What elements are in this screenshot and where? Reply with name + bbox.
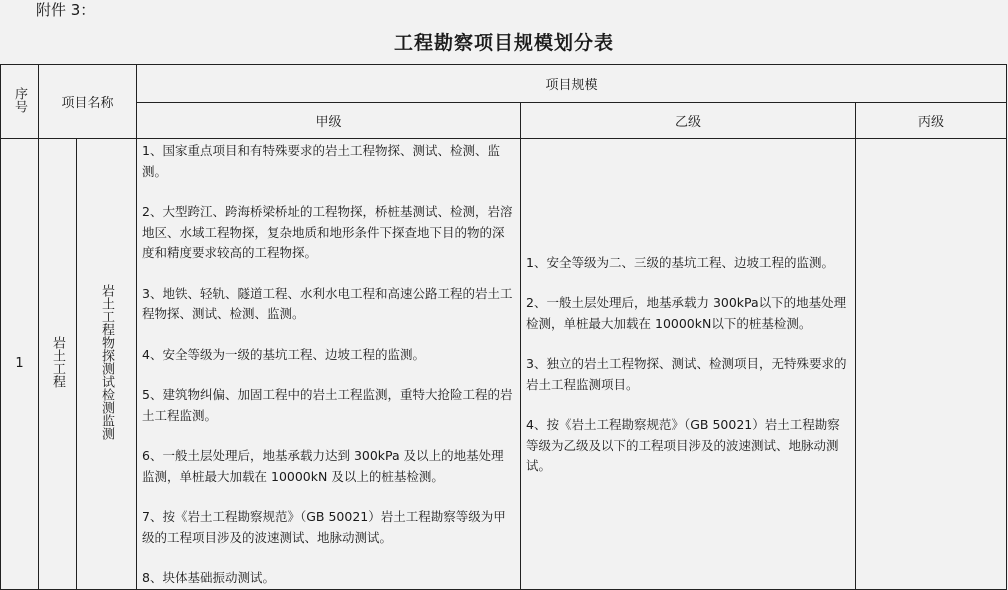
cell-grade-b [521, 139, 856, 590]
header-grade-a [137, 103, 521, 139]
header-scale [137, 65, 1007, 103]
cell-grade-c [856, 139, 1007, 590]
cell-subcategory [77, 139, 137, 590]
header-seq [1, 65, 39, 139]
table-row [1, 139, 1007, 590]
list-item: 6、一般土层处理后，地基承载力达到 300kPa 及以上的地基处理监测，单桩最大加载在 10000kN 及以上的桩基检测。 [142, 448, 504, 484]
row-category: 岩土工程 [50, 335, 65, 388]
list-item: 7、按《岩土工程勘察规范》（GB 50021）岩土工程勘察等级为甲级的工程项目涉及的波速测试、地脉动测试。 [142, 509, 506, 545]
cell-seq [1, 139, 39, 590]
grade-b-list [521, 251, 855, 477]
header-grade-b-label: 乙级 [675, 115, 702, 130]
cell-grade-a [137, 139, 521, 590]
header-project-name-label: 项目名称 [61, 96, 114, 111]
list-item: 3、地铁、轻轨、隧道工程、水利水电工程和高速公路工程的岩土工程物探、测试、检测、监测。 [142, 285, 513, 321]
header-project-name [39, 65, 137, 139]
list-item: 2、一般土层处理后，地基承载力 300kPa以下的地基处理检测，单桩最大加载在 10000kN以下的桩基检测。 [526, 295, 847, 331]
cell-category [39, 139, 77, 590]
header-seq-label: 序号 [12, 86, 27, 113]
scale-classification-table [0, 64, 1007, 590]
attachment-label: 附件 3： [36, 1, 96, 19]
list-item: 1、国家重点项目和有特殊要求的岩土工程物探、测试、检测、监测。 [142, 143, 500, 179]
header-grade-b [521, 103, 856, 139]
list-item: 8、块体基础振动测试。 [142, 570, 275, 585]
list-item: 4、按《岩土工程勘察规范》（GB 50021）岩土工程勘察等级为乙级及以下的工程项目涉及的波速测试、地脉动测试。 [526, 417, 840, 474]
row-subcategory: 岩土工程物探测试检测监测 [99, 283, 114, 440]
header-grade-a-label: 甲级 [315, 115, 342, 130]
list-item: 3、独立的岩土工程物探、测试、检测项目，无特殊要求的岩土工程监测项目。 [526, 356, 847, 392]
header-grade-c [856, 103, 1007, 139]
grade-c-list [856, 363, 1006, 365]
grade-a-list [137, 139, 520, 589]
row-seq: 1 [15, 356, 24, 372]
header-grade-c-label: 丙级 [918, 115, 945, 130]
list-item: 2、大型跨江、跨海桥梁桥址的工程物探，桥桩基测试、检测，岩溶地区、水域工程物探，复杂地质和地形条件下探查地下目的物的深度和精度要求较高的工程物探。 [142, 204, 513, 260]
header-scale-label: 项目规模 [545, 78, 598, 93]
list-item: 5、建筑物纠偏、加固工程中的岩土工程监测，重特大抢险工程的岩土工程监测。 [142, 387, 513, 423]
document-title: 工程勘察项目规模划分表 [393, 32, 614, 54]
list-item: 4、安全等级为一级的基坑工程、边坡工程的监测。 [142, 346, 425, 362]
list-item: 1、安全等级为二、三级的基坑工程、边坡工程的监测。 [526, 254, 834, 270]
